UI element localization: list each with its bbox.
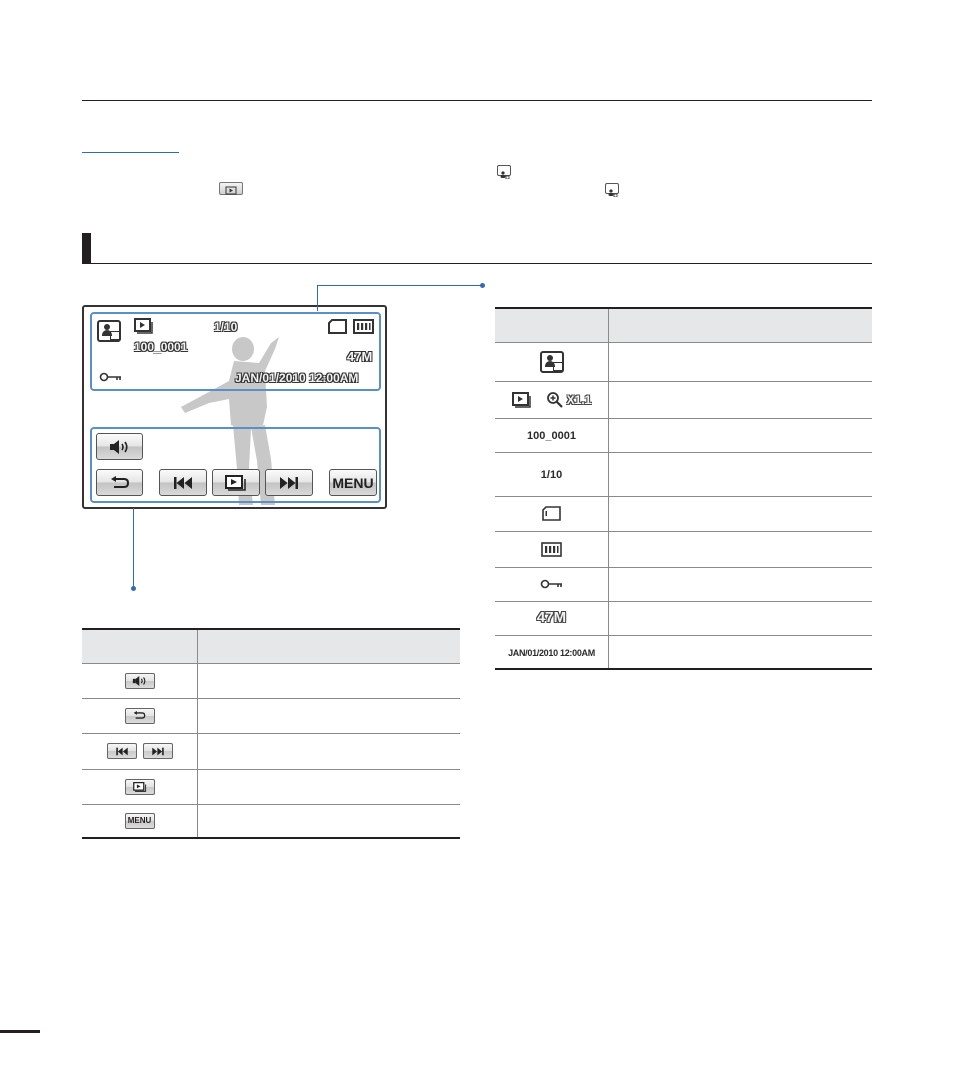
volume-button[interactable] xyxy=(96,433,143,460)
lcd-screen xyxy=(82,305,387,509)
photo-playback-mode-icon xyxy=(497,165,511,176)
table-row xyxy=(82,663,460,698)
file-name: 100_0001 xyxy=(134,340,188,354)
osd-indicators-table xyxy=(495,307,872,670)
skip-previous-icon xyxy=(107,743,137,759)
leader-line-top-v xyxy=(317,285,318,311)
memory-card-icon xyxy=(328,319,348,334)
leader-line-top-h xyxy=(317,285,482,286)
skip-previous-icon xyxy=(172,476,194,490)
menu-label: MENU xyxy=(127,816,152,826)
file-name: 100_0001 xyxy=(527,430,576,442)
zoom-icon xyxy=(546,391,564,409)
skip-next-icon xyxy=(278,476,300,490)
intro-underline xyxy=(82,152,179,153)
table-row xyxy=(495,601,872,635)
volume-icon xyxy=(109,440,131,454)
protect-key-icon xyxy=(99,372,123,382)
volume-icon xyxy=(125,673,155,689)
table-row xyxy=(495,452,872,496)
leader-dot-top xyxy=(480,283,485,288)
touch-buttons-table xyxy=(82,628,460,839)
photo-playback-mode-icon xyxy=(97,320,121,342)
table-row xyxy=(495,342,872,381)
datetime: JAN/01/2010 12:00AM xyxy=(235,371,359,385)
slideshow-icon xyxy=(125,779,155,795)
table-row xyxy=(495,567,872,601)
table-row xyxy=(82,698,460,733)
leader-dot-bottom xyxy=(131,586,136,591)
memory-card-icon xyxy=(542,506,562,521)
table-header xyxy=(495,308,872,342)
play-button-icon xyxy=(219,182,243,195)
resolution: 47M xyxy=(536,609,567,626)
leader-line-bottom-v xyxy=(133,508,134,588)
image-counter: 1/10 xyxy=(540,469,563,481)
section-heading-marker xyxy=(82,233,91,263)
battery-icon xyxy=(353,318,375,334)
datetime: JAN/01/2010 12:00AM xyxy=(508,647,595,658)
table-row xyxy=(495,418,872,452)
return-icon xyxy=(110,476,130,490)
menu-button[interactable]: MENU xyxy=(329,469,377,496)
photo-playback-mode-icon xyxy=(540,351,564,373)
table-row xyxy=(495,531,872,567)
protect-key-icon xyxy=(540,579,564,589)
return-icon xyxy=(125,708,155,724)
next-button[interactable] xyxy=(265,469,313,496)
menu-button-icon xyxy=(125,813,155,829)
zoom-level: X1.1 xyxy=(566,392,592,407)
slideshow-icon xyxy=(512,392,532,408)
table-row xyxy=(82,804,460,838)
top-rule xyxy=(82,100,872,101)
slideshow-button[interactable] xyxy=(212,469,260,496)
previous-button[interactable] xyxy=(159,469,207,496)
section-heading-rule xyxy=(82,263,872,264)
table-row xyxy=(495,496,872,531)
photo-playback-mode-icon xyxy=(605,183,619,194)
slideshow-icon xyxy=(134,318,154,334)
table-row xyxy=(495,635,872,669)
table-row xyxy=(82,733,460,769)
return-button[interactable] xyxy=(96,469,143,496)
page-footer-rule xyxy=(0,1030,40,1033)
table-header xyxy=(82,629,460,663)
table-row xyxy=(495,381,872,418)
skip-next-icon xyxy=(143,743,173,759)
resolution: 47M xyxy=(347,349,373,364)
table-row xyxy=(82,769,460,804)
slideshow-icon xyxy=(225,475,247,491)
battery-icon xyxy=(541,541,563,557)
image-counter: 1/10 xyxy=(214,320,238,334)
